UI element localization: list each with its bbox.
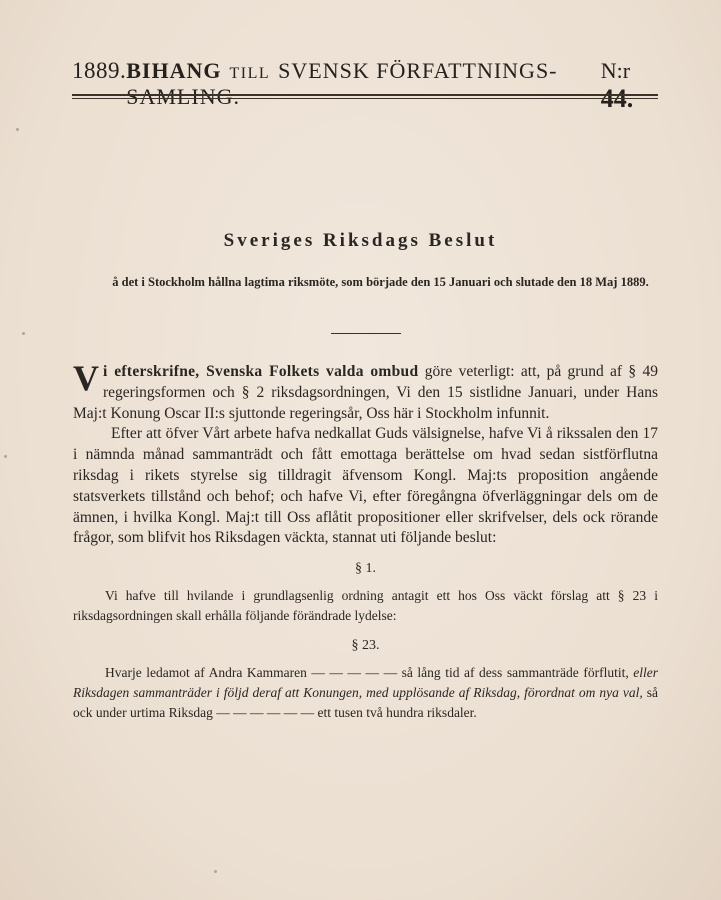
drop-cap: V	[73, 358, 99, 398]
header-number	[601, 58, 658, 114]
document-body	[73, 358, 659, 723]
paragraph-opening	[73, 358, 659, 424]
decision-subtitle: å det i Stockholm hållna lagtima riksmöte, som började den 15 Januari och slutade den 18 Maj 1889.	[112, 275, 649, 289]
header-title-rest: SVENSK FÖRFATTNINGS-SAMLING.	[126, 58, 558, 109]
paper-spot	[4, 455, 7, 458]
header-rule-thin	[72, 98, 658, 99]
paragraph-section-23	[73, 663, 658, 723]
opening-rest: göre veterligt: att, på grund af § 49 regeringsformen och § 2 riksdagsordningen, Vi den 15 sistlidne Januari, under Hans Maj:t Konung Oscar II:s sjuttonde regeringsår, Oss här i Stockholm infunnit.	[73, 363, 659, 422]
paper-spot	[16, 128, 19, 131]
paper-spot	[214, 870, 217, 873]
opening-lead: i efterskrifne, Svenska Folkets valda ombud	[103, 363, 419, 380]
section-23-italic: eller Riksdagen sammanträder i följd deraf att Konungen, med upplösande af Riksdag, förordnat om nya val,	[73, 664, 658, 700]
section-23-heading: § 23.	[351, 637, 380, 653]
page-header	[72, 58, 658, 114]
header-title	[126, 58, 600, 110]
paper-spot	[22, 332, 25, 335]
title-divider	[331, 333, 401, 334]
paragraph-decisions: Efter att öfver Vårt arbete hafva nedkallat Guds välsignelse, hafve Vi å rikssalen den 17 i nämnda månad sammanträdt och fått emottaga berättelse om hvad sedan sistförflutna riksdag i rikets styrelse sig tilldragit äfvensom Kongl. Maj:ts proposition angående statsverkets tillstånd och behof; och hafve Vi, efter föregångna öfverläggningar dels om de ämnen, i hvilka Kongl. Maj:t till Oss aflåtit propositioner eller skrifvelser, dels ock rörande frågor, som blifvit hos Riksdagen väckta, stannat uti följande beslut:	[73, 425, 658, 547]
header-number-label: N:r	[600, 58, 631, 83]
header-number-value: 44.	[600, 84, 634, 113]
section-23-text-a: Hvarje ledamot af Andra Kammaren — — — — — så lång tid af dess sammanträde förflutit,	[105, 664, 634, 680]
header-year: 1889.	[72, 58, 127, 83]
decision-title: Sveriges Riksdags Beslut	[223, 230, 498, 251]
header-title-main: BIHANG	[126, 58, 222, 83]
paragraph-section-1: Vi hafve till hvilande i grundlagsenlig ordning antagit ett hos Oss väckt förslag att § 23 i riksdagsordningen skall erhålla följande förändrade lydelse:	[73, 587, 658, 623]
header-rule-thick	[72, 94, 658, 96]
section-1-heading: § 1.	[355, 561, 376, 577]
section-23-text-b: så ock under urtima Riksdag — — — — — — ett tusen två hundra riksdaler.	[73, 684, 658, 720]
header-title-small: TILL	[229, 65, 271, 82]
